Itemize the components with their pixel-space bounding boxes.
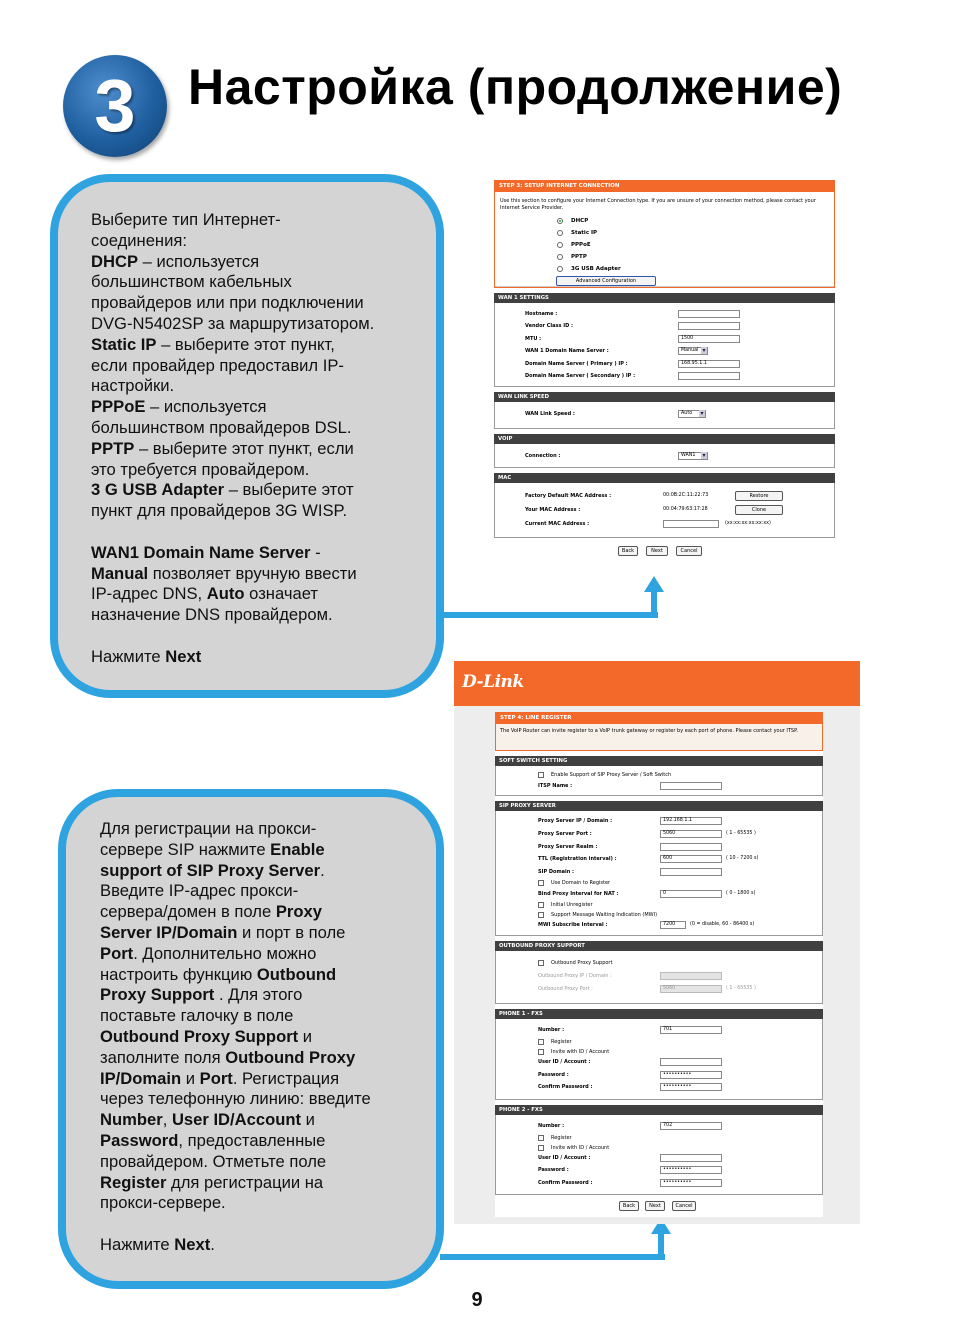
screenshot-internet-connection [494,180,835,572]
phone1-user-label: User ID / Account : [538,1059,591,1066]
vendor-class-input[interactable] [678,322,740,330]
sip-domain-input[interactable] [660,868,722,876]
text-run: DVG-N5402SP за маршрутизатором. [91,313,375,333]
phone2-register-label: Register [551,1134,572,1141]
text-run: и [181,1068,200,1088]
bold-term: Number [100,1110,163,1130]
text-run: поставьте галочку в поле [100,1006,294,1026]
radio-pppoe[interactable] [557,242,563,248]
step4-title: STEP 4: LINE REGISTER [496,713,822,724]
text-run: . Регистрация [232,1068,340,1088]
phone1-confirm-label: Confirm Password : [538,1084,593,1091]
step3-title: STEP 3: SETUP INTERNET CONNECTION [495,181,834,192]
bold-term: 3 G USB Adapter [91,480,225,500]
bold-term: Server IP/Domain [100,922,238,942]
text-run: это требуется провайдером. [91,459,310,479]
text-run: большинством кабельных [91,272,292,292]
ttl-label: TTL (Registration interval) : [538,856,617,863]
text-run: для регистрации на [166,1172,324,1192]
text-line [91,231,421,252]
phone2-user-input[interactable] [660,1154,722,1162]
phone1-user-input[interactable] [660,1058,722,1066]
dlink-header-bar [454,661,860,706]
current-mac-hint: (xx:xx:xx:xx:xx:xx) [725,521,771,527]
radio-dhcp[interactable] [557,218,563,224]
panel-2-text [100,819,430,1256]
bold-term: DHCP [91,251,139,271]
bold-term: Port [100,943,134,963]
phone1-number-label: Number : [538,1027,565,1034]
text-run: и [301,1110,315,1130]
proxy-server-input[interactable]: 192.168.1.1 [660,817,722,825]
text-line [100,881,430,902]
text-run: , предоставленные [178,1130,326,1150]
bold-term: IP/Domain [100,1068,182,1088]
text-line [100,1214,430,1235]
text-line [100,840,430,861]
text-run: провайдеров или при подключении [91,293,364,313]
radio-static-ip[interactable] [557,230,563,236]
text-run: настроить функцию [100,964,257,984]
bold-term: Auto [206,584,245,604]
mtu-input[interactable]: 1500 [678,335,740,343]
voip-connection-select[interactable]: WAN1 ▾ [678,452,708,460]
text-run: . [320,860,325,880]
text-run: настройки. [91,376,175,396]
text-run: – выберите этот пункт, если [134,438,354,458]
screenshot-line-register [454,661,860,1224]
phone2-confirm-label: Confirm Password : [538,1179,593,1186]
bold-term: Proxy [275,902,322,922]
sip-proxy-title: SIP PROXY SERVER [495,801,823,811]
bold-term: PPTP [91,438,135,458]
proxy-realm-label: Proxy Server Realm : [538,843,598,850]
text-run: . Для этого [214,985,303,1005]
page-title: Настройка (продолжение) [188,59,843,115]
text-line [91,543,421,564]
phone2-password-label: Password : [538,1167,569,1174]
text-line [91,272,421,293]
label-static-ip: Static IP [571,230,598,236]
step-number-badge [63,55,167,157]
text-line [100,944,430,965]
text-run: . [210,1234,215,1254]
text-line [100,1048,430,1069]
itsp-name-label: ITSP Name : [538,783,573,789]
text-run: позволяет вручную ввести [148,563,357,583]
use-domain-label: Use Domain to Register [551,880,611,887]
proxy-server-label: Proxy Server IP / Domain : [538,818,613,824]
bind-proxy-label: Bind Proxy Interval for NAT : [538,891,619,898]
text-run: Выберите тип Интернет- [91,210,281,229]
text-run: – используется [145,397,267,417]
ttl-input[interactable]: 600 [660,855,722,863]
phone2-number-label: Number : [538,1122,565,1129]
vendor-class-label: Vendor Class ID : [525,323,573,330]
text-line [100,1193,430,1214]
arrow-1-horizontal [440,612,658,618]
text-run: через телефонную линию: введите [100,1089,371,1109]
text-line [91,252,421,273]
sip-domain-label: SIP Domain : [538,869,575,876]
text-line [91,626,421,647]
text-line [100,1152,430,1173]
mwi-support-label: Support Message Waiting Indication (MWI) [551,912,658,919]
step-number: 3 [94,64,136,147]
text-run: IP-адрес DNS, [91,584,207,604]
text-run: Введите IP-адрес прокси- [100,881,299,901]
text-line [100,902,430,923]
text-run: если провайдер предоставил IP- [91,355,344,375]
mtu-label: MTU : [525,335,542,342]
dns-secondary-input[interactable] [678,372,740,380]
radio-pptp[interactable] [557,254,563,260]
bold-term: Register [100,1172,167,1192]
text-run: заполните поля [100,1047,226,1067]
mac-title: MAC [494,473,835,483]
text-run: означает [244,584,318,604]
text-line [91,522,421,543]
cancel-button-2[interactable]: Cancel [672,1201,696,1211]
outbound-port-hint: ( 1 - 65535 ) [726,986,756,992]
text-line [100,1006,430,1027]
text-line [91,647,421,668]
phone1-password-label: Password : [538,1071,569,1078]
bind-proxy-hint: ( 0 - 1800 s) [726,891,756,897]
text-line [100,861,430,882]
proxy-port-hint: ( 1 - 65535 ) [726,830,756,836]
step3-description: Use this section to configure your Internet Connection type. If you are unsure of your connection method, please contact your Internet Service Provider. [500,198,816,211]
factory-mac-label: Factory Default MAC Address : [525,493,612,500]
text-line [91,335,421,356]
enable-sip-proxy-label: Enable Support of SIP Proxy Server / Soft Switch [551,772,672,778]
text-run: сервере SIP нажмите [100,839,271,859]
text-line [91,293,421,314]
instruction-panel-connection-type [50,174,444,698]
mwi-interval-input[interactable]: 7200 [660,921,686,929]
outbound-port-label: Outbound Proxy Port : [538,986,593,993]
itsp-name-input[interactable] [660,782,722,790]
bind-proxy-input[interactable]: 0 [660,890,722,898]
hostname-input[interactable] [678,310,740,318]
wan-link-speed-label: WAN Link Speed : [525,411,575,418]
bold-term: WAN1 Domain Name Server [91,542,311,562]
text-run: Нажмите [100,1234,175,1254]
text-line [91,584,421,605]
text-line [100,923,430,944]
text-run: и [298,1026,313,1046]
text-line [100,965,430,986]
bold-term: Outbound Proxy Support [100,1026,299,1046]
text-line [91,439,421,460]
arrow-2-horizontal [440,1254,665,1260]
phone2-password-input[interactable]: •••••••••• [660,1166,722,1174]
back-button-2[interactable]: Back [619,1201,639,1211]
phone1-confirm-input[interactable]: •••••••••• [660,1083,722,1091]
bold-term: Password [100,1130,179,1150]
your-mac-value: 00:04:79:63:17:28 [663,507,708,513]
text-line [91,356,421,377]
voip-title: VOIP [494,434,835,444]
label-pptp: PPTP [571,254,587,260]
text-line [100,1235,430,1256]
factory-mac-value: 00:0B:2C:11:22:73 [663,493,709,499]
text-run: – выберите этот пункт, [156,334,335,354]
dns-primary-label: Domain Name Server ( Primary ) IP : [525,360,628,367]
mwi-interval-label: MWI Subscribe Interval : [538,922,608,929]
advanced-configuration-button[interactable]: Advanced Configuration [556,276,656,286]
text-line [100,1069,430,1090]
bold-term: Next [174,1234,211,1254]
phone2-register-checkbox[interactable] [538,1135,544,1141]
bold-term: Proxy Support [100,985,215,1005]
mwi-support-checkbox[interactable] [538,912,544,918]
text-line [100,1131,430,1152]
bold-term: PPPoE [91,397,146,417]
text-line [91,210,421,231]
text-line [100,1173,430,1194]
bold-term: Static IP [91,334,157,354]
dns-secondary-label: Domain Name Server ( Secondary ) IP : [525,372,636,379]
dns-primary-input[interactable]: 168.95.1.1 [678,360,740,368]
text-line [91,460,421,481]
proxy-realm-input[interactable] [660,843,722,851]
phone1-invite-checkbox[interactable] [538,1049,544,1055]
phone1-register-label: Register [551,1039,572,1046]
soft-switch-title: SOFT SWITCH SETTING [495,756,823,766]
label-3g-usb: 3G USB Adapter [571,266,621,272]
text-line [91,418,421,439]
bold-term: Outbound Proxy [225,1047,356,1067]
phone2-confirm-input[interactable]: •••••••••• [660,1179,722,1187]
bold-term: Outbound [256,964,337,984]
page-number: 9 [471,1289,483,1311]
bold-term: User ID/Account [171,1110,302,1130]
dlink-logo: D-Link [462,672,524,692]
label-dhcp: DHCP [571,218,589,224]
text-line [91,397,421,418]
wan-link-speed-title: WAN LINK SPEED [494,392,835,402]
outbound-ip-label: Outbound Proxy IP / Domain : [538,973,612,980]
dns-mode-label: WAN 1 Domain Name Server : [525,348,609,355]
text-run: Нажмите [91,646,166,666]
text-run: – выберите этот [224,480,354,500]
wan1-settings-title: WAN 1 SETTINGS [494,293,835,303]
proxy-port-input[interactable]: 5060 [660,830,722,838]
text-run: сервера/домен в поле [100,902,276,922]
text-run: провайдером. Отметьте поле [100,1151,327,1171]
text-line [91,480,421,501]
current-mac-input[interactable] [663,520,719,528]
back-button-1[interactable]: Back [618,546,638,556]
phone2-number-input[interactable]: 702 [660,1122,722,1130]
text-line [100,1027,430,1048]
proxy-port-label: Proxy Server Port : [538,830,592,837]
arrow-1-vertical [651,590,657,618]
hostname-label: Hostname : [525,311,558,317]
text-line [91,501,421,522]
initial-unregister-checkbox[interactable] [538,902,544,908]
text-line [91,564,421,585]
phone1-password-input[interactable]: •••••••••• [660,1071,722,1079]
initial-unregister-label: Initial Unregister [551,902,593,909]
next-button-1[interactable]: Next [646,546,668,556]
text-run: – используется [138,251,260,271]
mwi-interval-hint: (0 = disable, 60 - 86400 s) [690,922,755,928]
text-run: , [162,1110,172,1130]
text-line [100,1110,430,1131]
outbound-ip-input[interactable] [660,972,722,980]
phone2-invite-label: Invite with ID / Account [551,1144,610,1151]
text-run: . Дополнительно можно [133,943,317,963]
bold-term: Next [165,646,202,666]
outbound-port-input[interactable]: 5060 [660,985,722,993]
text-line [100,1089,430,1110]
step4-description: The VoIP Router can invite register to a VoIP trunk gateway or register by each port of phone. Please contact your ITSP. [496,724,822,750]
use-domain-checkbox[interactable] [538,880,544,886]
phone1-title: PHONE 1 - FXS [495,1009,823,1019]
text-run: большинством провайдеров DSL. [91,417,352,437]
text-run: - [310,542,321,562]
arrow-2-vertical [658,1232,664,1260]
outbound-proxy-label: Outbound Proxy Support [551,960,613,967]
radio-3g-usb[interactable] [557,266,563,272]
text-run: Для регистрации на прокси- [100,819,317,838]
current-mac-label: Current MAC Address : [525,521,590,528]
cancel-button-1[interactable]: Cancel [676,546,702,556]
text-line [100,985,430,1006]
bold-term: support of SIP Proxy Server [100,860,321,880]
text-line [91,314,421,335]
next-button-2[interactable]: Next [645,1201,665,1211]
outbound-proxy-title: OUTBOUND PROXY SUPPORT [495,941,823,951]
enable-sip-proxy-checkbox[interactable] [538,772,544,778]
text-run: назначение DNS провайдером. [91,605,333,625]
arrow-1-head [644,576,664,592]
panel-1-text [91,210,421,668]
dns-mode-select[interactable]: Manual ▾ [678,347,708,355]
phone1-register-checkbox[interactable] [538,1039,544,1045]
your-mac-label: Your MAC Address : [525,507,581,514]
phone1-number-input[interactable]: 701 [660,1026,722,1034]
phone2-invite-checkbox[interactable] [538,1145,544,1151]
instruction-panel-line-register [58,789,444,1289]
wan-link-speed-select[interactable]: Auto ▾ [678,410,706,418]
text-run: прокси-сервере. [100,1193,226,1213]
clone-button[interactable]: Clone [735,505,783,515]
restore-button[interactable]: Restore [735,491,783,501]
phone1-invite-label: Invite with ID / Account [551,1049,610,1056]
bold-term: Manual [91,563,149,583]
text-line [91,605,421,626]
ttl-hint: ( 10 - 7200 s) [726,856,759,862]
text-run: пункт для провайдеров 3G WISP. [91,501,348,521]
phone2-user-label: User ID / Account : [538,1154,591,1161]
voip-connection-label: Connection : [525,452,561,459]
text-run: соединения: [91,230,187,250]
text-line [91,376,421,397]
outbound-proxy-checkbox[interactable] [538,960,544,966]
bold-term: Port [199,1068,233,1088]
phone2-title: PHONE 2 - FXS [495,1105,823,1115]
label-pppoe: PPPoE [571,242,591,248]
bold-term: Enable [270,839,325,859]
text-line [100,819,430,840]
text-run: и порт в поле [237,922,346,942]
